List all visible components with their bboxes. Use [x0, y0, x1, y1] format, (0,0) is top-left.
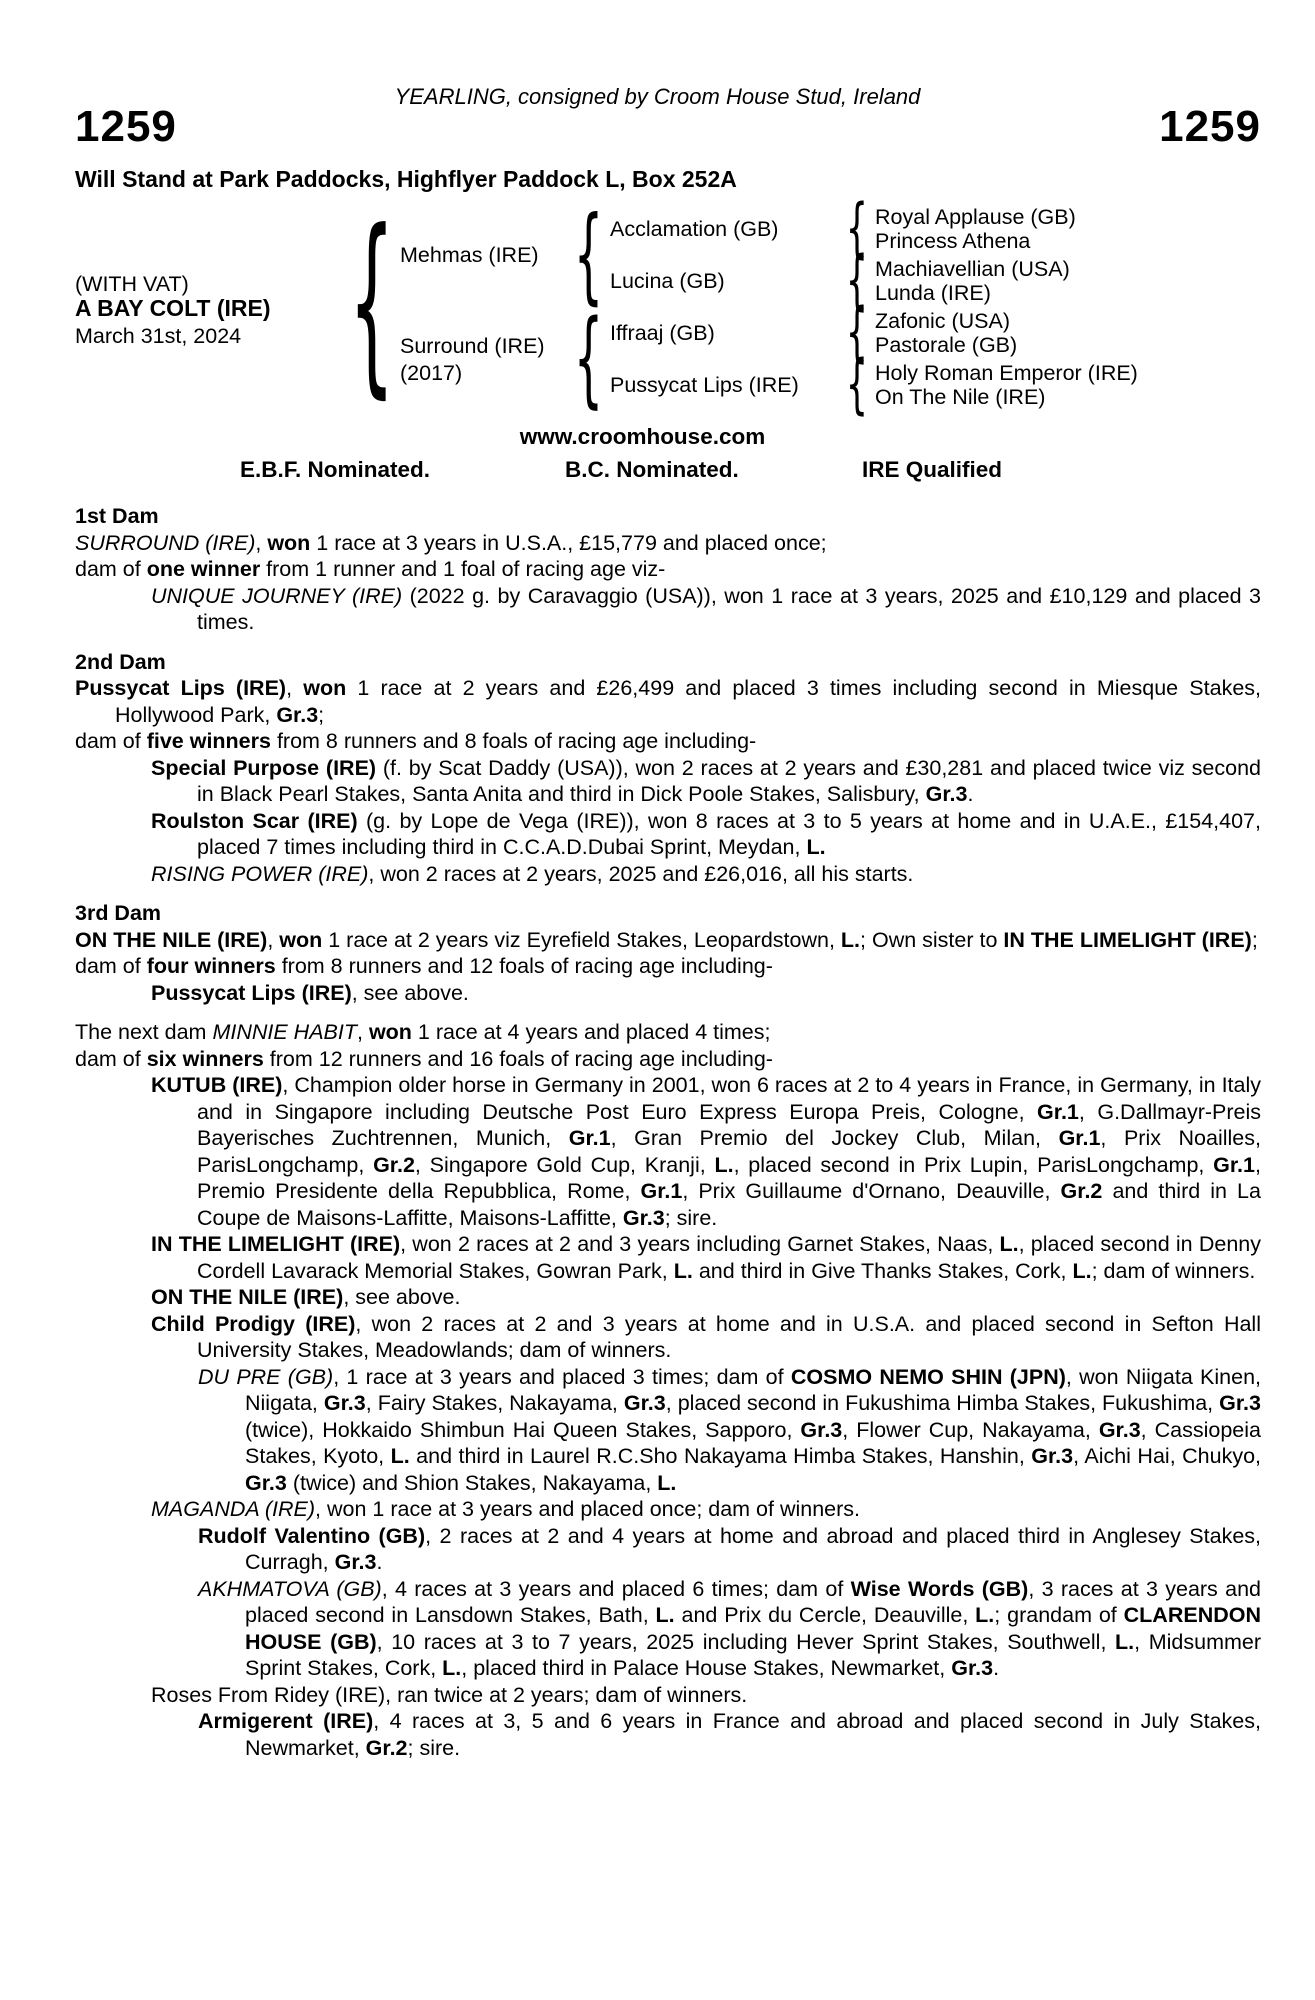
text-run: (twice) and Shion Stakes, Nakayama, — [286, 1470, 658, 1495]
text-run: Gr.1 — [1037, 1099, 1079, 1124]
text-run: , Prix Guillaume d'Ornano, Deauville, — [682, 1179, 1061, 1203]
pedigree-brace — [845, 360, 869, 408]
text-run: Gr.3 — [334, 1550, 377, 1574]
text-run: L. — [655, 1603, 675, 1627]
text-run: , Champion older horse in Germany in 2001, won 6 races at 2 to 4 years in France, in Germany, in Italy and in Singapore including Deutsche Post Euro Express Europa Preis, Cologne, — [197, 1073, 1261, 1124]
text-run: five winners — [146, 729, 271, 753]
text-run: Roulston Scar (IRE) — [151, 808, 358, 833]
text-run: (g. by Lope de Vega (IRE)), won 8 races at 3 to 5 years at home and in U.A.E., £154,407, placed 7 times including third in C.C.A.D.Dubai Sprint, Meydan, — [197, 808, 1261, 859]
pedigree-text-paragraph — [75, 953, 1261, 980]
text-run: L. — [1072, 1258, 1092, 1283]
pedigree-text-paragraph — [75, 1072, 1261, 1231]
dam-year: (2017) — [400, 361, 463, 385]
text-run: Rudolf Valentino (GB) — [198, 1523, 426, 1548]
text-run: , 2 races at 2 and 4 years at home and abroad and placed third in Anglesey Stakes, Curragh, — [245, 1523, 1261, 1574]
text-run: L. — [840, 927, 861, 952]
text-run: , placed third in Palace House Stakes, Newmarket, — [461, 1656, 952, 1680]
website-url: www.croomhouse.com — [519, 424, 766, 449]
text-run: , won 2 races at 2 and 3 years at home and in U.S.A. and placed second in Sefton Hall University Stakes, Meadowlands; dam of winners. — [197, 1311, 1261, 1362]
text-run: dam of — [75, 557, 147, 581]
text-run: , won 1 race at 3 years and placed once; dam of winners. — [315, 1497, 861, 1521]
lot-number-left: 1259 — [75, 102, 177, 151]
text-run: (f. by Scat Daddy (USA)), won 2 races at 2 years and £30,281 and placed twice viz second in Black Pearl Stakes, Santa Anita and third in Dick Poole Stakes, Salisbury, — [197, 755, 1261, 806]
stand-location-line: Will Stand at Park Paddocks, Highflyer Paddock L, Box 252A — [75, 166, 737, 192]
dam-section — [75, 503, 1261, 636]
text-run: ; dam of winners. — [1091, 1258, 1256, 1283]
text-run: CLARENDON HOUSE (GB) — [245, 1603, 1261, 1654]
text-run: Armigerent (IRE) — [198, 1709, 374, 1733]
text-run: ; sire. — [407, 1735, 461, 1760]
text-run: , Prix Noailles, ParisLongchamp, — [197, 1126, 1261, 1177]
pedigree-text-paragraph — [75, 1708, 1261, 1761]
text-run: Gr.1 — [1213, 1152, 1255, 1177]
pedigree-text-paragraph — [75, 1046, 1261, 1073]
text-run: 1 race at 4 years and placed 4 times; — [411, 1020, 771, 1044]
dam-section — [75, 1019, 1261, 1761]
text-run: L. — [673, 1258, 693, 1283]
text-run: Gr.3 — [245, 1470, 287, 1495]
text-run: Gr.1 — [1058, 1126, 1101, 1150]
text-run: won — [279, 927, 323, 952]
text-run: 1 race at 2 years and £26,499 and placed 3 times including second in Miesque Stakes, Hollywood Park, — [115, 676, 1261, 727]
great-grandparent-name: Lunda (IRE) — [875, 281, 991, 305]
text-run: L. — [806, 835, 826, 859]
text-run: , G.Dallmayr-Preis Bayerisches Zuchtrennen, Munich, — [197, 1099, 1261, 1150]
text-run: from 8 runners and 8 foals of racing age including- — [270, 729, 757, 753]
text-run: UNIQUE JOURNEY (IRE) — [151, 583, 403, 608]
text-run: ON THE NILE (IRE) — [75, 927, 268, 952]
text-run: Roses From Ridey (IRE), ran twice at 2 years; dam of winners. — [151, 1682, 748, 1707]
text-run: L. — [975, 1603, 995, 1627]
grandsire-name: Iffraaj (GB) — [610, 321, 715, 345]
text-run: Gr.3 — [323, 1391, 366, 1415]
pedigree-text-paragraph — [75, 556, 1261, 583]
text-run: , 10 races at 3 to 7 years, 2025 including Hever Sprint Stakes, Southwell, — [376, 1629, 1116, 1654]
pedigree-text-paragraph — [75, 1231, 1261, 1284]
text-run: Gr.2 — [1060, 1179, 1103, 1203]
pedigree-text-paragraph — [75, 1311, 1261, 1364]
text-run: L. — [390, 1444, 410, 1468]
text-run: and third in La Coupe de Maisons-Laffitte, Maisons-Laffitte, — [197, 1179, 1261, 1230]
text-run: , 4 races at 3 years and placed 6 times; dam of — [381, 1576, 851, 1601]
text-run: , placed second in Fukushima Himba Stakes, Fukushima, — [665, 1391, 1220, 1415]
text-run: , 4 races at 3, 5 and 6 years in France and abroad and placed second in July Stakes, Newmarket, — [245, 1709, 1261, 1760]
text-run: (2022 g. by Caravaggio (USA)), won 1 race at 3 years, 2025 and £10,129 and placed 3 times. — [197, 583, 1261, 634]
text-run: won — [267, 530, 311, 555]
text-run: L. — [714, 1152, 734, 1177]
ebf-nomination-label: E.B.F. Nominated. — [240, 457, 431, 482]
ire-qualified-label: IRE Qualified — [862, 457, 1003, 482]
text-run: The next dam — [75, 1020, 213, 1044]
text-run: six winners — [146, 1046, 264, 1071]
great-grandparent-name: Zafonic (USA) — [875, 309, 1011, 333]
great-grandparent-name: Royal Applause (GB) — [875, 205, 1076, 229]
grandsire-name: Acclamation (GB) — [610, 217, 779, 241]
text-run: and third in Laurel R.C.Sho Nakayama Himba Stakes, Hanshin, — [409, 1444, 1032, 1468]
text-run: ; — [318, 702, 325, 727]
text-run: L. — [442, 1656, 462, 1680]
text-run: won — [368, 1020, 412, 1044]
text-run: , 1 race at 3 years and placed 3 times; dam of — [333, 1364, 791, 1389]
text-run: Pussycat Lips (IRE) — [151, 980, 352, 1005]
pedigree-text-paragraph — [75, 1576, 1261, 1682]
text-run: . — [376, 1550, 383, 1574]
text-run: , won 2 races at 2 and 3 years including Garnet Stakes, Naas, — [400, 1232, 1000, 1256]
pedigree-brace — [576, 215, 600, 293]
text-run: Gr.3 — [1031, 1444, 1074, 1468]
text-run: Gr.3 — [951, 1656, 994, 1680]
pedigree-text-paragraph — [75, 1523, 1261, 1576]
pedigree-text-paragraph — [75, 1682, 1261, 1709]
text-run: Pussycat Lips (IRE) — [75, 676, 287, 700]
great-grandparent-name: Machiavellian (USA) — [875, 257, 1070, 281]
sire-name: Mehmas (IRE) — [400, 243, 539, 267]
text-run: , placed second in Denny Cordell Lavarack Memorial Stakes, Gowran Park, — [197, 1232, 1261, 1283]
section-heading: 2nd Dam — [75, 649, 166, 674]
text-run: from 12 runners and 16 foals of racing age including- — [263, 1046, 773, 1071]
text-run: Special Purpose (IRE) — [151, 755, 377, 780]
text-run: , Flower Cup, Nakayama, — [842, 1417, 1099, 1442]
text-run: , see above. — [343, 1285, 461, 1309]
pedigree-text-paragraph — [75, 861, 1261, 888]
bc-nomination-label: B.C. Nominated. — [565, 457, 739, 482]
text-run: , — [255, 530, 268, 555]
text-run: , 3 races at 3 years and placed second in Lansdown Stakes, Bath, — [245, 1576, 1261, 1627]
text-run: MINNIE HABIT — [212, 1020, 357, 1044]
great-grandparent-name: Pastorale (GB) — [875, 333, 1018, 357]
text-run: , — [286, 676, 304, 700]
text-run: ON THE NILE (IRE) — [151, 1285, 344, 1309]
text-run: L. — [657, 1470, 677, 1495]
great-grandparent-name: On The Nile (IRE) — [875, 385, 1046, 409]
granddam-name: Pussycat Lips (IRE) — [610, 373, 799, 397]
pedigree-text-paragraph — [75, 728, 1261, 755]
section-heading: 3rd Dam — [75, 901, 162, 925]
pedigree-brace — [576, 319, 600, 397]
text-run: , see above. — [351, 980, 469, 1005]
text-run: L. — [999, 1232, 1019, 1256]
pedigree-text-paragraph — [75, 808, 1261, 861]
text-run: , won 2 races at 2 years, 2025 and £26,016, all his starts. — [368, 861, 914, 886]
text-run: Gr.3 — [925, 782, 968, 806]
text-run: from 8 runners and 12 foals of racing age including- — [275, 954, 773, 978]
text-run: (twice), Hokkaido Shimbun Hai Queen Stakes, Sapporo, — [245, 1417, 801, 1442]
subject-name: A BAY COLT (IRE) — [75, 295, 271, 321]
great-grandparent-name: Holy Roman Emperor (IRE) — [875, 361, 1138, 385]
text-run: ; sire. — [664, 1205, 718, 1230]
text-run: L. — [1115, 1629, 1135, 1654]
dam-name-block — [400, 333, 545, 387]
pedigree-text-paragraph — [75, 1284, 1261, 1311]
consignor-line: YEARLING, consigned by Croom House Stud, Ireland — [394, 84, 921, 109]
dam-section — [75, 649, 1261, 888]
pedigree-text-paragraph — [75, 1364, 1261, 1497]
text-run: , — [356, 1020, 369, 1044]
text-run: one winner — [146, 557, 261, 581]
dam-sections — [75, 503, 1261, 1761]
text-run: RISING POWER (IRE) — [151, 861, 369, 886]
text-run: Gr.3 — [1098, 1417, 1141, 1442]
text-run: and Prix du Cercle, Deauville, — [674, 1603, 976, 1627]
foaling-date: March 31st, 2024 — [75, 324, 242, 348]
text-run: , Gran Premio del Jockey Club, Milan, — [610, 1126, 1059, 1150]
text-run: dam of — [75, 729, 147, 753]
text-run: , won Niigata Kinen, Niigata, — [245, 1364, 1262, 1415]
text-run: , Singapore Gold Cup, Kranji, — [414, 1152, 715, 1177]
text-run: KUTUB (IRE) — [151, 1073, 283, 1097]
pedigree-text-paragraph — [75, 755, 1261, 808]
text-run: , placed second in Prix Lupin, ParisLongchamp, — [733, 1152, 1214, 1177]
text-run: IN THE LIMELIGHT (IRE) — [151, 1232, 401, 1256]
pedigree-text-paragraph — [75, 530, 1261, 557]
pedigree-text-paragraph — [75, 675, 1261, 728]
text-run: 1 race at 3 years in U.S.A., £15,779 and placed once; — [310, 530, 827, 555]
text-run: . — [993, 1656, 1000, 1680]
text-run: Gr.1 — [568, 1126, 611, 1150]
granddam-name: Lucina (GB) — [610, 269, 725, 293]
text-run: . — [967, 782, 974, 806]
text-run: from 1 runner and 1 foal of racing age viz- — [260, 557, 666, 581]
lot-number-right: 1259 — [1159, 102, 1261, 151]
text-run: dam of — [75, 954, 147, 978]
text-run: Child Prodigy (IRE) — [151, 1311, 356, 1336]
text-run: 1 race at 2 years viz Eyrefield Stakes, Leopardstown, — [322, 927, 841, 952]
text-run: SURROUND (IRE) — [75, 530, 256, 555]
pedigree-text-paragraph — [75, 1019, 1261, 1046]
dam-section — [75, 900, 1261, 1006]
text-run: Gr.3 — [800, 1417, 843, 1442]
text-run: four winners — [146, 954, 276, 978]
text-run: , Midsummer Sprint Stakes, Cork, — [245, 1629, 1262, 1680]
text-run: and third in Give Thanks Stakes, Cork, — [692, 1258, 1073, 1283]
vat-note: (WITH VAT) — [75, 272, 189, 296]
text-run: AKHMATOVA (GB) — [198, 1576, 382, 1601]
pedigree-brace — [360, 228, 384, 378]
dam-name: Surround (IRE) — [400, 334, 545, 358]
text-run: Gr.3 — [276, 702, 319, 727]
text-run: , Aichi Hai, Chukyo, — [1073, 1444, 1261, 1468]
text-run: IN THE LIMELIGHT (IRE) — [1003, 927, 1252, 952]
text-run: Gr.3 — [1219, 1391, 1261, 1415]
text-run: Gr.1 — [640, 1179, 683, 1203]
text-run: Gr.2 — [365, 1735, 408, 1760]
pedigree-text-paragraph — [75, 1496, 1261, 1523]
text-run: , Cassiopeia Stakes, Kyoto, — [245, 1417, 1261, 1468]
text-run: Gr.3 — [623, 1391, 666, 1415]
text-run: Wise Words (GB) — [850, 1576, 1029, 1601]
text-run: ; grandam of — [994, 1603, 1124, 1627]
pedigree-text-paragraph — [75, 980, 1261, 1007]
pedigree-text-paragraph — [75, 927, 1261, 954]
text-run: won — [303, 676, 347, 700]
text-run: Gr.2 — [373, 1152, 415, 1177]
text-run: MAGANDA (IRE) — [151, 1497, 316, 1521]
text-run: COSMO NEMO SHIN (JPN) — [790, 1364, 1066, 1389]
text-run: DU PRE (GB) — [198, 1364, 334, 1389]
great-grandparent-name: Princess Athena — [875, 229, 1031, 253]
text-run: Gr.3 — [622, 1205, 665, 1230]
text-run: ; Own sister to — [860, 927, 1004, 952]
pedigree-text-paragraph — [75, 583, 1261, 636]
section-heading: 1st Dam — [75, 504, 159, 528]
text-run: , — [267, 927, 280, 952]
text-run: dam of — [75, 1046, 147, 1071]
text-run: , Fairy Stakes, Nakayama, — [365, 1391, 624, 1415]
text-run: , Premio Presidente della Repubblica, Rome, — [197, 1152, 1261, 1203]
text-run: ; — [1251, 927, 1258, 952]
